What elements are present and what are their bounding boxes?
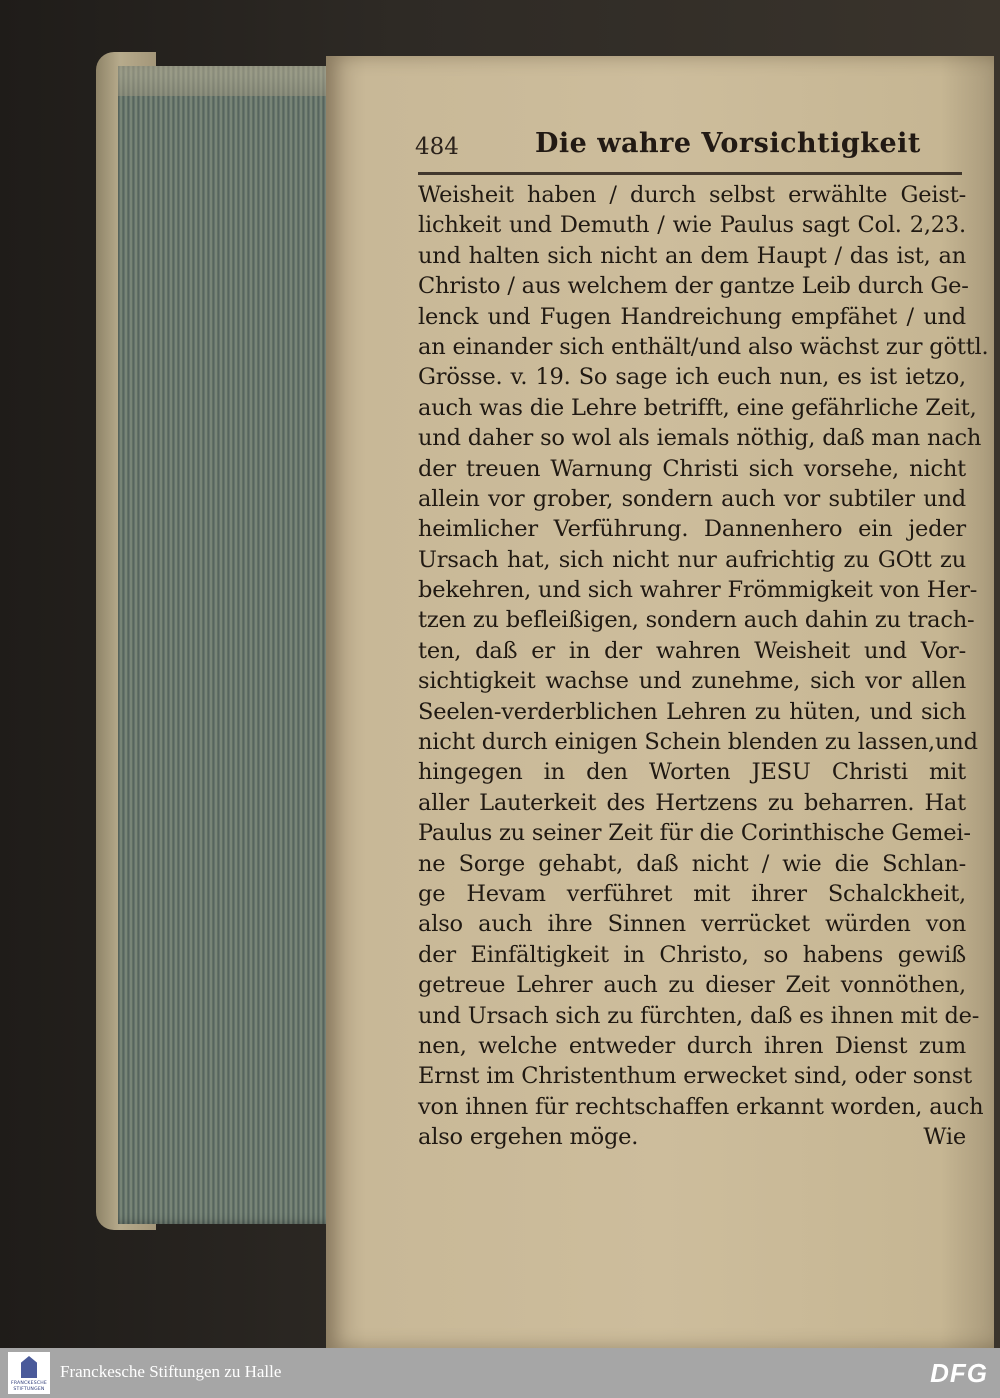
page-number: 484 bbox=[415, 134, 459, 160]
text-line: der treuen Warnung Christi sich vorsehe, nicht bbox=[418, 455, 966, 482]
logo-text-line2: STIFTUNGEN bbox=[13, 1387, 45, 1392]
viewer-footer bbox=[0, 1348, 1000, 1398]
text-line: Ernst im Christenthum erwecket sind, oder sonst bbox=[418, 1063, 972, 1090]
running-title: Die wahre Vorsichtigkeit bbox=[535, 128, 921, 159]
text-line: und halten sich nicht an dem Haupt / das ist, an bbox=[418, 242, 966, 269]
text-line: und Ursach sich zu fürchten, daß es ihnen mit de- bbox=[418, 1002, 980, 1029]
text-line: Weisheit haben / durch selbst erwählte Geist- bbox=[418, 182, 966, 208]
institution-logo-icon[interactable] bbox=[8, 1352, 50, 1394]
text-line: nicht durch einigen Schein blenden zu lassen,und bbox=[418, 729, 978, 756]
text-line: Paulus zu seiner Zeit für die Corinthische Gemei- bbox=[418, 820, 971, 847]
text-line: also auch ihre Sinnen verrücket würden von bbox=[418, 911, 966, 938]
text-line: sichtigkeit wachse und zunehme, sich vor allen bbox=[418, 668, 966, 695]
text-line: ten, daß er in der wahren Weisheit und Vor- bbox=[418, 637, 966, 664]
text-line: Seelen-verderblichen Lehren zu hüten, und sich bbox=[418, 698, 966, 725]
text-line: aller Lauterkeit des Hertzens zu beharren. Hat bbox=[418, 789, 966, 816]
dfg-logo[interactable]: DFG bbox=[930, 1358, 988, 1388]
text-line: Grösse. v. 19. So sage ich euch nun, es ist ietzo, bbox=[418, 364, 966, 391]
text-line: ne Sorge gehabt, daß nicht / wie die Schlan- bbox=[418, 850, 966, 877]
text-line: und daher so wol als iemals nöthig, daß man nach bbox=[418, 425, 982, 452]
page-header bbox=[415, 128, 960, 168]
building-icon bbox=[21, 1356, 37, 1378]
last-text-line bbox=[418, 1122, 966, 1152]
text-line: allein vor grober, sondern auch vor subtiler und bbox=[418, 485, 966, 512]
text-line: hingegen in den Worten JESU Christi mit bbox=[418, 759, 966, 786]
text-line: der Einfältigkeit in Christo, so habens gewiß bbox=[418, 941, 966, 968]
closing-phrase: also ergehen möge. bbox=[418, 1124, 639, 1151]
book-page-edges bbox=[118, 66, 340, 1224]
header-rule bbox=[418, 172, 962, 175]
text-line: nen, welche entweder durch ihren Dienst zum bbox=[418, 1032, 966, 1059]
text-line: ge Hevam verführet mit ihrer Schalckheit, bbox=[418, 880, 966, 907]
body-text bbox=[418, 180, 989, 1153]
institution-name: Franckesche Stiftungen zu Halle bbox=[60, 1362, 282, 1381]
text-line: getreue Lehrer auch zu dieser Zeit vonnöthen, bbox=[418, 972, 966, 999]
catchword: Wie bbox=[923, 1124, 966, 1151]
text-line: Christo / aus welchem der gantze Leib durch Ge- bbox=[418, 273, 969, 300]
text-line: an einander sich enthält/und also wächst zur göttl. bbox=[418, 333, 989, 360]
text-line: von ihnen für rechtschaffen erkannt worden, auch bbox=[418, 1093, 984, 1120]
logo-text-line1: FRANCKESCHE bbox=[10, 1381, 48, 1386]
text-line: tzen zu befleißigen, sondern auch dahin zu trach- bbox=[418, 607, 975, 634]
text-line: auch was die Lehre betrifft, eine gefährliche Zeit, bbox=[418, 394, 977, 421]
text-line: lenck und Fugen Handreichung empfähet / und bbox=[418, 303, 966, 330]
text-line: heimlicher Verführung. Dannenhero ein jeder bbox=[418, 516, 966, 543]
text-line: lichkeit und Demuth / wie Paulus sagt Col. 2,23. bbox=[418, 212, 966, 239]
text-line: bekehren, und sich wahrer Frömmigkeit von Her- bbox=[418, 577, 978, 604]
text-line: Ursach hat, sich nicht nur aufrichtig zu GOtt zu bbox=[418, 546, 966, 573]
